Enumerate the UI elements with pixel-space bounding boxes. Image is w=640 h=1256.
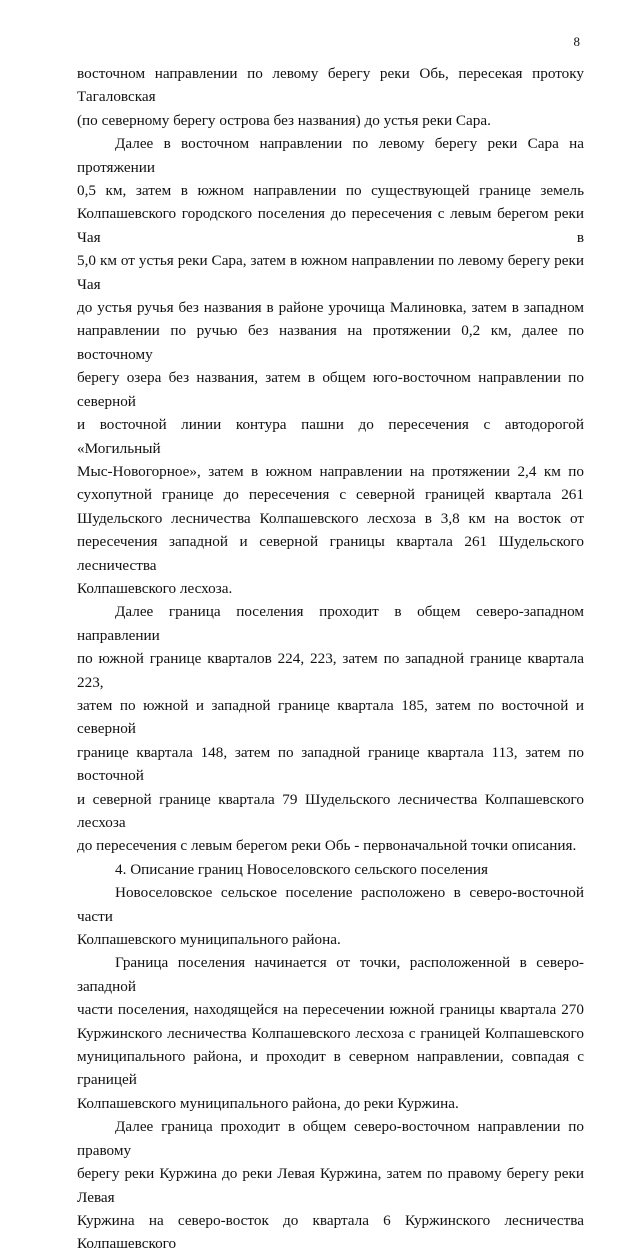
text-line: и северной границе квартала 79 Шудельского лесничества Колпашевского лесхоза (77, 790, 584, 831)
text-line: 0,5 км, затем в южном направлении по существующей границе земель (77, 182, 584, 200)
text-line: Граница поселения начинается от точки, расположенной в северо-западной (77, 954, 584, 995)
text-line: Мыс-Новогорное», затем в южном направлении на протяжении 2,4 км по (77, 462, 584, 480)
text-line: восточном направлении по левому берегу реки Обь, пересекая протоку Тагаловская (77, 65, 584, 106)
text-line: 4. Описание границ Новоселовского сельского поселения (115, 860, 489, 878)
text-line: части поселения, находящейся на пересечении южной границы квартала 270 (77, 1001, 584, 1019)
text-line: Колпашевского муниципального района. (77, 931, 341, 949)
text-line: Далее в восточном направлении по левому берегу реки Сара на протяжении (77, 135, 584, 176)
text-line: границе квартала 148, затем по западной границе квартала 113, затем по восточной (77, 743, 584, 785)
text-line: сухопутной границе до пересечения с северной границей квартала 261 (77, 486, 584, 504)
text-line: пересечения западной и северной границы квартала 261 Шудельского лесничества (77, 533, 584, 574)
text-line: до пересечения с левым берегом реки Обь - первоначальной точки описания. (77, 837, 577, 855)
text-line: Колпашевского городского поселения до пересечения с левым берегом реки Чая в (77, 205, 584, 246)
text-line: затем по южной и западной границе квартала 185, затем по восточной и северной (77, 696, 584, 738)
text-line: Куржинского лесничества Колпашевского лесхоза с границей Колпашевского (77, 1024, 584, 1042)
text-line: 5,0 км от устья реки Сара, затем в южном направлении по левому берегу реки Чая (77, 252, 584, 293)
text-line: Колпашевского муниципального района, до реки Куржина. (77, 1094, 459, 1112)
text-line: Новоселовское сельское поселение расположено в северо-восточной части (77, 884, 584, 925)
text-line: Колпашевского лесхоза. (77, 579, 233, 597)
text-line: (по северному берегу острова без названия) до устья реки Сара. (77, 111, 491, 129)
text-line: направлении по ручью без названия на протяжении 0,2 км, далее по восточному (77, 322, 584, 363)
text-line: Далее граница поселения проходит в общем северо-западном направлении (77, 603, 584, 644)
text-line: Далее граница проходит в общем северо-восточном направлении по правому (77, 1118, 584, 1159)
text-line: Куржина на северо-восток до квартала 6 Куржинского лесничества Колпашевского (77, 1211, 584, 1253)
document-body (77, 62, 584, 1256)
text-line: по южной границе кварталов 224, 223, затем по западной границе квартала 223, (77, 650, 584, 691)
text-line: и восточной линии контура пашни до пересечения с автодорогой «Могильный (77, 416, 584, 457)
text-line: Шудельского лесничества Колпашевского лесхоза в 3,8 км на восток от (77, 509, 584, 527)
text-line: берегу реки Куржина до реки Левая Куржина, затем по правому берегу реки Левая (77, 1165, 584, 1206)
page-number: 8 (573, 34, 580, 49)
text-line: до устья ручья без названия в районе урочища Малиновка, затем в западном (77, 299, 584, 317)
text-line: берегу озера без названия, затем в общем юго-восточном направлении по северной (77, 369, 584, 410)
text-line: муниципального района, и проходит в северном направлении, совпадая с границей (77, 1048, 584, 1089)
